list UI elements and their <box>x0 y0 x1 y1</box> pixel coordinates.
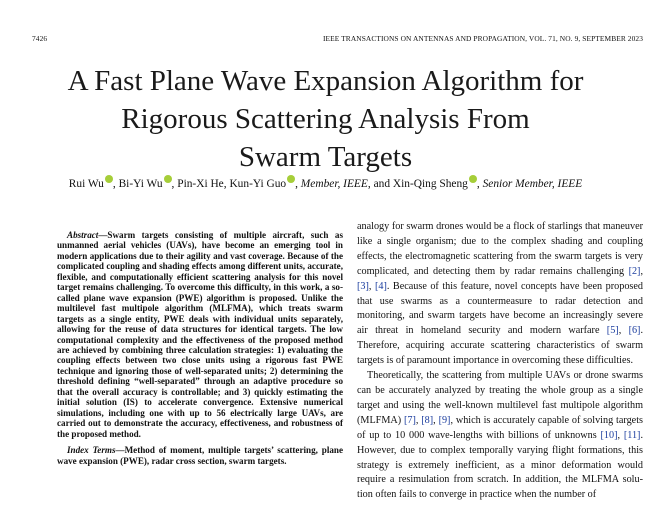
abstract-label: Abstract <box>67 230 99 240</box>
abstract-text: Swarm targets consisting of multiple aircraft, such as unmanned aerial vehicles (UAVs), have become an emerging tool in modern applications due to their agility and vast coverage. Because of the complicated coupling and shading effects among different units, accurate, flexible, and computationally efficient scattering analysis for this novel target remains challenging. To overcome this difficulty, in this work, a so-called plane wave expansion (PWE) algorithm is proposed. Unlike the multilevel fast multipole algorithm (MLFMA), which treats swarm targets as a single entity, PWE deals with individual units separately, allowing for the reuse of data structures for identical targets. The low computational complexity and the effectiveness of the proposed method are achieved by combining three calculation strategies: 1) evaluating the coupling effects between two close units using a rigorous fast PWE technique and ignoring those of well-separated units; 2) determining the threshold defining “well-separated” through an adaptive procedure so that the overall accuracy is controllable; and 3) quickly estimating the initial solution (IS) to accelerate convergence. Extensive numerical simulations, including one with up to 56 electrically large UAVs, are carried out to demonstrate the accuracy, effectiveness, and robustness of the proposed method. <box>57 230 343 439</box>
citation-link[interactable]: [7] <box>404 414 416 426</box>
citation-link[interactable]: [8] <box>421 414 434 426</box>
body-text: . Because of this feature, novel concepts have been proposed that use swarms as a countermeasure to radar detection and monitoring, and swarm targets have become an increasingly severe air threat in homeland security and modern warfare <box>357 280 643 337</box>
body-text: , which is accurately capable of solving targets of up to 10 000 wave-lengths with billions of unknowns <box>357 414 643 441</box>
body-text: . Therefore, acquiring accurate scattering characteristics of swarm targets is of paramount importance in overcoming these difficulties. <box>357 325 643 367</box>
title-line: Swarm Targets <box>238 141 413 173</box>
author-name: Pin-Xi He <box>177 178 224 190</box>
index-terms-label: Index Terms <box>67 445 116 456</box>
abstract: Abstract—Swarm targets consisting of multiple aircraft, such as unmanned aerial vehicles (UAVs), have become an emerging tool in modern applications due to their agility and vast coverage. Because of the complicated coupling and shading effects among different units, accurate, flexible, and computationally efficient scattering analysis for this novel target remains challenging. To overcome this difficulty, in this work, a so-called plane wave expansion (PWE) algorithm is proposed. Unlike the multilevel fast multipole algorithm (MLFMA), which treats swarm targets as a single entity, PWE deals with individual units separately, allowing for the reuse of data structures for identical targets. The low computational complexity and the effectiveness of the proposed method are achieved by combining three calculation strategies: 1) evaluating the coupling effects between two close units using a rigorous fast PWE technique and ignoring those of well-separated units; 2) determining the threshold defining “well-separated” through an adaptive procedure so that the overall accuracy is controllable; and 3) quickly estimating the initial solution (IS) to accelerate convergence. Extensive numerical simulations, including one with up to 56 electrically large UAVs, are carried out to demonstrate the accuracy, effectiveness, and robustness of the proposed method. <box>57 230 343 439</box>
body-text: Theoretically, the scattering from multiple UAVs or drone swarms can be accurately analyzed by treating the whole group as a single target and using the well-known multilevel fast multipole algorithm (MLFMA) <box>357 370 643 426</box>
author-list: Rui Wu , Bi-Yi Wu , Pin-Xi He, Kun-Yi Guo , Member, IEEE, and Xin-Qing Sheng , Senior Member, IEEE <box>0 175 651 190</box>
body-text: analogy for swarm drones would be a flock of starlings that maneuver like a single organism; due to the complex shading and coupling effects, the electromagnetic scattering from the swarm targets is very complicated, and detecting them by radar remains challenging <box>357 221 643 277</box>
citation-link[interactable]: [11] <box>623 429 641 441</box>
orcid-icon[interactable] <box>164 175 172 183</box>
abstract-column <box>57 230 343 466</box>
citation-link[interactable]: [9] <box>438 414 451 426</box>
author-name: Kun-Yi Guo <box>229 178 287 190</box>
body-paragraph: analogy for swarm drones would be a flock of starlings that maneuver like a single organism; due to the complex shading and coupling effects, the electromagnetic scattering from the swarm targets is very complicated, and detecting them by radar remains challenging [2], [3], [4]. Because of this feature, novel concepts have been proposed that use swarms as a countermeasure to radar detection and monitoring, and swarm targets have become an increasingly severe air threat in homeland security and modern warfare [5], [6]. Therefore, acquiring accurate scattering characteristics of swarm targets is of paramount importance in overcoming these difficulties. <box>357 221 643 367</box>
author-name: Xin-Qing Sheng <box>392 178 468 190</box>
body-text: . However, due to complex temporally varying flight formations, this strategy is extremely inefficient, as a minor deformation would require a resimulation from scratch. In addition, the MLFMA solu-tion often fails to converge in practice when the number of <box>357 429 643 501</box>
citation-link[interactable]: [2] <box>628 265 641 277</box>
orcid-icon[interactable] <box>469 175 477 183</box>
citation-link[interactable]: [5] <box>606 325 619 337</box>
body-paragraph: Theoretically, the scattering from multiple UAVs or drone swarms can be accurately analyzed by treating the whole group as a single target and using the well-known multilevel fast multipole algorithm (MLFMA) [7], [8], [9], which is accurately capable of solving targets of up to 10 000 wave-lengths with billions of unknowns [10], [11]. However, due to complex temporally varying flight formations, this strategy is extremely inefficient, as a minor deformation would require a resimulation from scratch. In addition, the MLFMA solu-tion often fails to converge in practice when the number of <box>357 370 643 501</box>
orcid-icon[interactable] <box>105 175 113 183</box>
author-role: Senior Member, IEEE <box>482 178 583 190</box>
title-line: A Fast Plane Wave Expansion Algorithm for <box>67 65 584 97</box>
citation-link[interactable]: [3] <box>357 280 369 292</box>
index-terms: Index Terms—Method of moment, multiple targets’ scattering, plane wave expansion (PWE), radar cross section, swarm targets. <box>57 445 343 466</box>
title-line: Rigorous Scattering Analysis From <box>121 103 530 135</box>
author-role: Member, IEEE <box>300 178 368 190</box>
conjunction: and <box>373 178 391 190</box>
body-column <box>357 220 643 503</box>
orcid-icon[interactable] <box>287 175 295 183</box>
page-number: 7426 <box>32 34 48 43</box>
author-name: Rui Wu <box>68 178 104 190</box>
citation-link[interactable]: [4] <box>374 280 387 292</box>
citation-link[interactable]: [10] <box>600 429 618 441</box>
index-terms-text: Method of moment, multiple targets’ scattering, plane wave expansion (PWE), radar cross section, swarm targets. <box>57 445 343 466</box>
citation-link[interactable]: [6] <box>628 325 641 337</box>
journal-name: IEEE TRANSACTIONS ON ANTENNAS AND PROPAGATION, VOL. 71, NO. 9, SEPTEMBER 2023 <box>322 34 643 43</box>
paper-title <box>0 62 651 176</box>
author-name: Bi-Yi Wu <box>118 178 163 190</box>
